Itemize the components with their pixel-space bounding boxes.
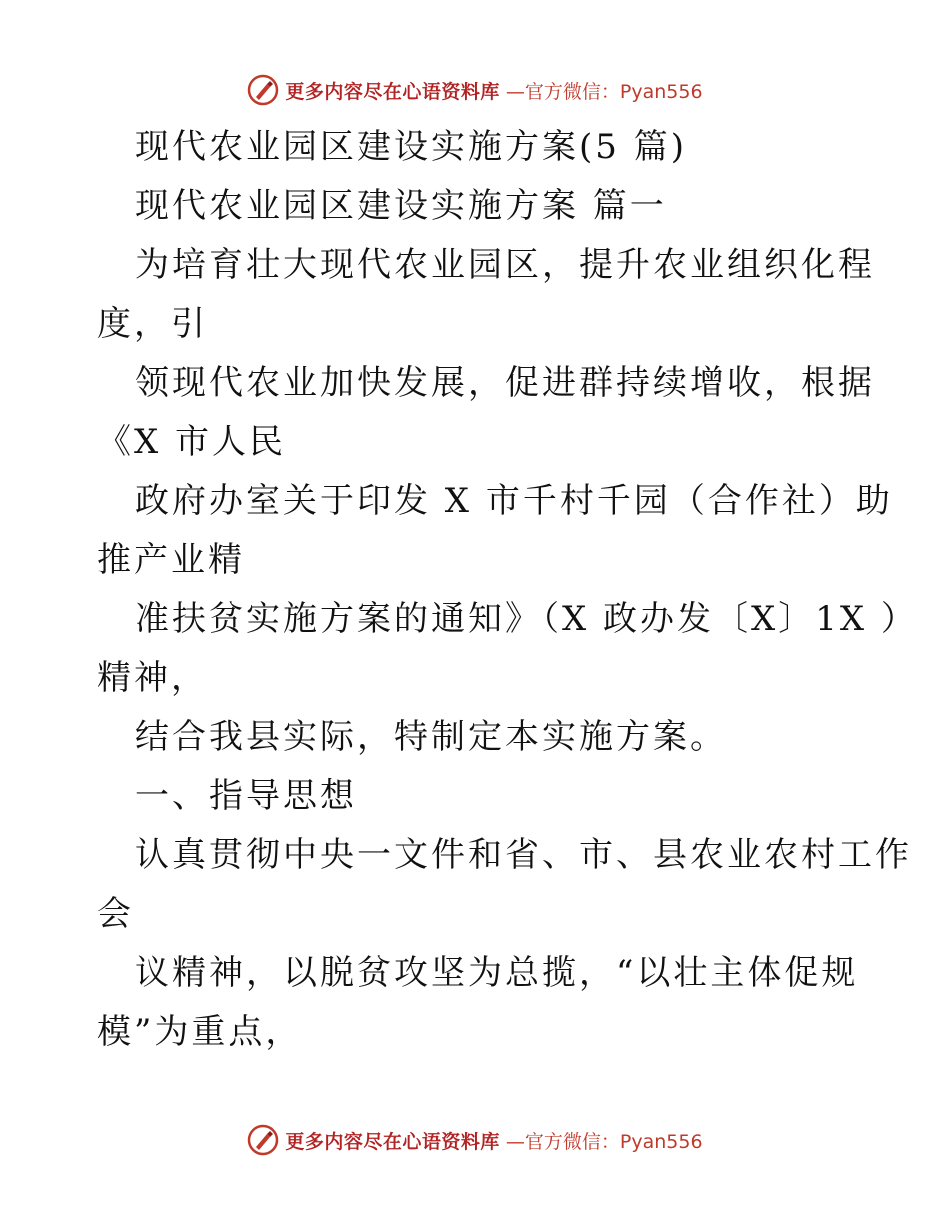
text-line: 模”为重点，	[97, 1012, 303, 1052]
document-title: 现代农业园区建设实施方案(5 篇)	[135, 127, 687, 167]
header-contact: —官方微信：Pyan556	[505, 80, 703, 103]
text-line: 推产业精	[97, 540, 245, 580]
footer-contact: —官方微信：Pyan556	[505, 1130, 703, 1153]
text-line: 为培育壮大现代农业园区，提升农业组织化程	[135, 245, 875, 285]
footer-watermark-banner	[0, 1120, 950, 1160]
text-line: 精神，	[97, 658, 208, 698]
text-line: 度，引	[97, 304, 208, 344]
text-line: 领现代农业加快发展，促进群持续增收，根据	[135, 363, 875, 403]
text-line: 会	[97, 894, 134, 934]
header-watermark-banner	[0, 70, 950, 110]
pen-logo-icon	[247, 74, 279, 106]
text-line: 《X 市人民	[97, 422, 287, 462]
text-line: 认真贯彻中央一文件和省、市、县农业农村工作	[135, 835, 912, 875]
footer-slogan: 更多内容尽在心语资料库	[285, 1130, 500, 1153]
header-slogan: 更多内容尽在心语资料库	[285, 80, 500, 103]
section-heading: 一、指导思想	[135, 776, 357, 816]
text-line: 准扶贫实施方案的通知》（X 政办发〔X〕1X ）	[135, 599, 918, 639]
text-line: 议精神，以脱贫攻坚为总揽，“以壮主体促规	[135, 953, 859, 993]
section-title: 现代农业园区建设实施方案 篇一	[135, 186, 667, 226]
pen-logo-icon	[247, 1124, 279, 1156]
document-body	[97, 118, 918, 1062]
text-line: 结合我县实际，特制定本实施方案。	[135, 717, 727, 757]
text-line: 政府办室关于印发 X 市千村千园（合作社）助	[135, 481, 893, 521]
